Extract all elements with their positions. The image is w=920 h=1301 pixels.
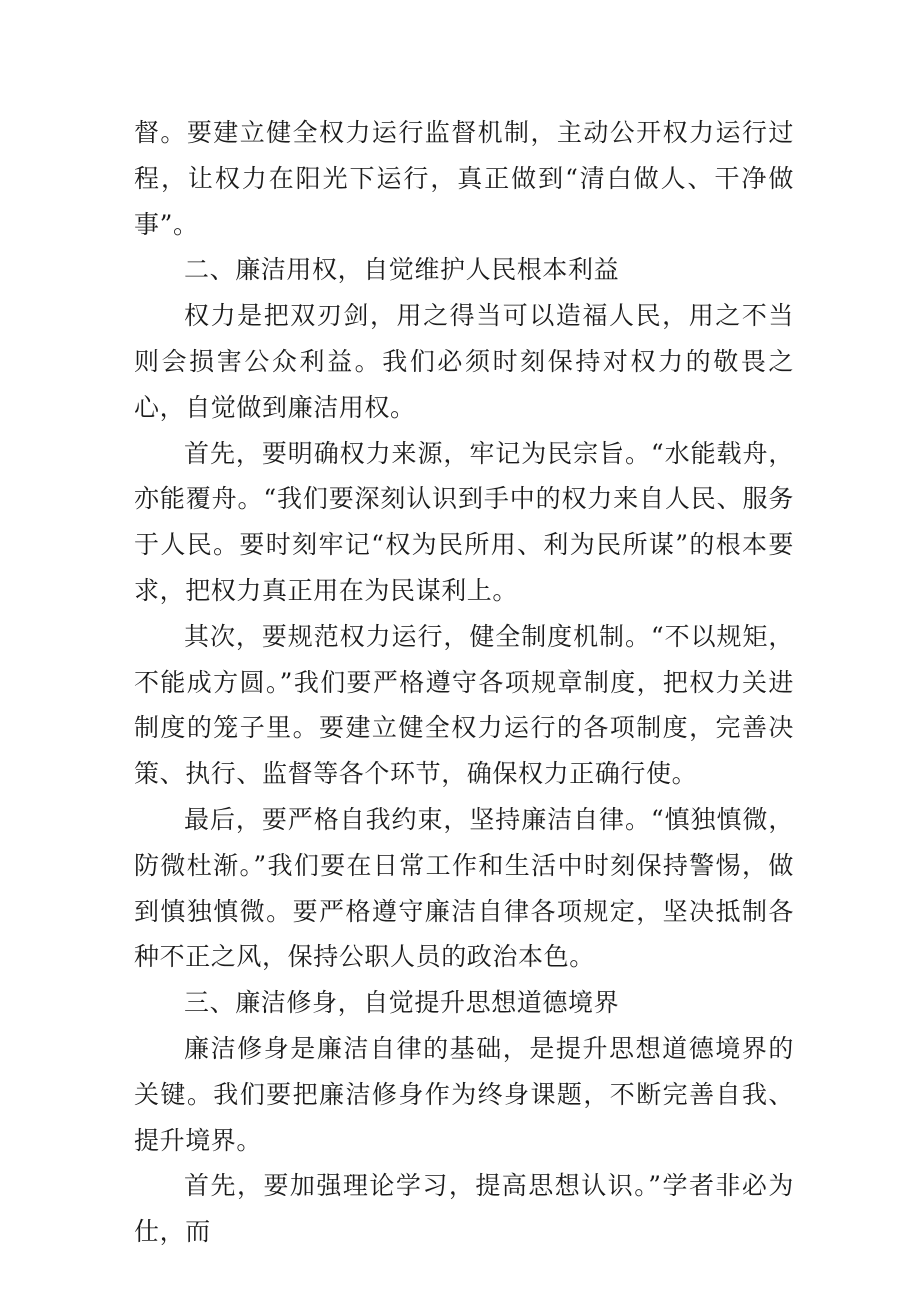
paragraph: 首先，要加强理论学习，提高思想认识。”学者非必为仕，而 bbox=[134, 1171, 794, 1247]
paragraph: 廉洁修身是廉洁自律的基础，是提升思想道德境界的关键。我们要把廉洁修身作为终身课题，不断完善自我、提升境界。 bbox=[134, 1033, 794, 1155]
section-heading-3: 三、廉洁修身，自觉提升思想道德境界 bbox=[184, 988, 620, 1018]
paragraph-continued: 督。要建立健全权力运行监督机制，主动公开权力运行过程，让权力在阳光下运行，真正做到“清白做人、干净做事”。 bbox=[134, 118, 794, 239]
paragraph: 最后，要严格自我约束，坚持廉洁自律。“慎独慎微，防微杜渐。”我们要在日常工作和生活中时刻保持警惕，做到慎独慎微。要严格遵守廉洁自律各项规定，坚决抵制各种不正之风，保持公职人员的政治本色。 bbox=[134, 804, 794, 972]
paragraph: 首先，要明确权力来源，牢记为民宗旨。“水能载舟，亦能覆舟。“我们要深刻认识到手中的权力来自人民、服务于人民。要时刻牢记“权为民所用、利为民所谋”的根本要求，把权力真正用在为民谋利上。 bbox=[134, 438, 794, 605]
section-heading-2: 二、廉洁用权，自觉维护人民根本利益 bbox=[184, 255, 620, 285]
paragraph: 权力是把双刃剑，用之得当可以造福人民，用之不当则会损害公众利益。我们必须时刻保持对权力的敬畏之心，自觉做到廉洁用权。 bbox=[134, 301, 794, 422]
document-body bbox=[134, 110, 794, 1255]
paragraph: 其次，要规范权力运行，健全制度机制。“不以规矩，不能成方圆。”我们要严格遵守各项规章制度，把权力关进制度的笼子里。要建立健全权力运行的各项制度，完善决策、执行、监督等各个环节，确保权力正确行使。 bbox=[134, 621, 794, 789]
